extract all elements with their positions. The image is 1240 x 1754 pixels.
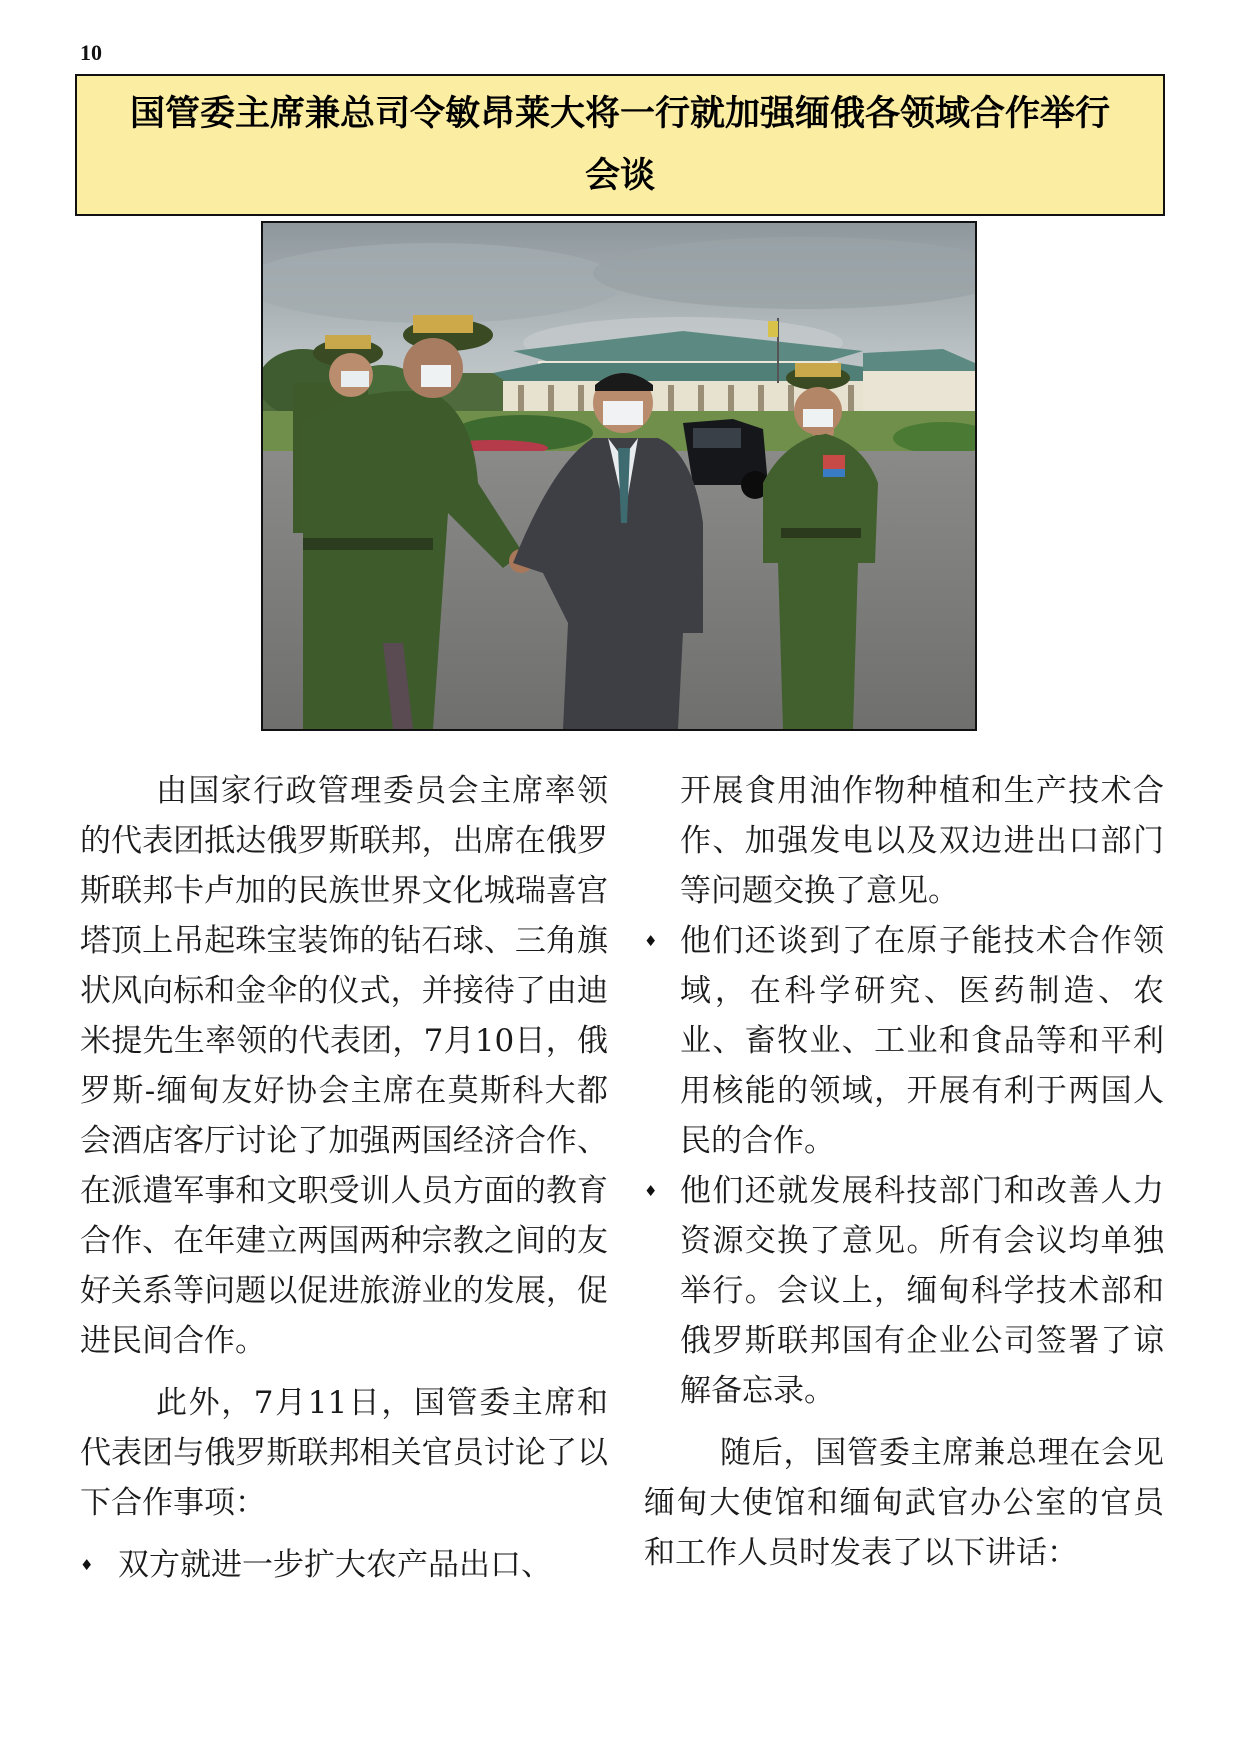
left-column: [80, 766, 608, 1590]
bullet-item-nuclear: [644, 916, 1164, 1166]
bullet-continuation: 开展食用油作物种植和生产技术合作、加强发电以及双边进出口部门等问题交换了意见。: [680, 773, 1164, 909]
bullet-diamond-icon: ♦: [644, 932, 658, 950]
headline-line-2: 会谈: [584, 156, 655, 196]
headline-line-1: 国管委主席兼总司令敏昂莱大将一行就加强缅俄各领域合作举行: [129, 94, 1110, 134]
photo-illustration: [263, 223, 975, 729]
right-column: [644, 766, 1164, 1590]
news-photo: [261, 221, 977, 731]
bullet-text: 双方就进一步扩大农产品出口、: [118, 1547, 552, 1583]
paragraph-speech: 随后，国管委主席兼总理在会见缅甸大使馆和缅甸武官办公室的官员和工作人员时发表了以下讲话：: [644, 1435, 1164, 1571]
headline: [130, 83, 1110, 207]
page-number: 10: [80, 40, 102, 65]
bullet-item-agriculture: [80, 1540, 608, 1590]
bullet-diamond-icon: ♦: [80, 1556, 94, 1574]
bullet-item-science: [644, 1166, 1164, 1416]
bullet-diamond-icon: ♦: [644, 1182, 658, 1200]
bullet-text: 他们还谈到了在原子能技术合作领域，在科学研究、医药制造、农业、畜牧业、工业和食品等和平利用核能的领域，开展有利于两国人民的合作。: [680, 923, 1164, 1159]
paragraph-delegation: 由国家行政管理委员会主席率领的代表团抵达俄罗斯联邦，出席在俄罗斯联邦卡卢加的民族世界文化城瑞喜宫塔顶上吊起珠宝装饰的钻石球、三角旗状风向标和金伞的仪式，并接待了由迪米提先生率领的代表团，7月10日，俄罗斯-缅甸友好协会主席在莫斯科大都会酒店客厅讨论了加强两国经济合作、在派遣军事和文职受训人员方面的教育合作、在年建立两国两种宗教之间的友好关系等问题以促进旅游业的发展，促进民间合作。: [80, 773, 608, 1359]
title-box: [75, 74, 1165, 216]
paragraph-july-11: 此外，7月11日，国管委主席和代表团与俄罗斯联邦相关官员讨论了以下合作事项：: [80, 1385, 608, 1521]
bullet-text: 他们还就发展科技部门和改善人力资源交换了意见。所有会议均单独举行。会议上，缅甸科学技术部和俄罗斯联邦国有企业公司签署了谅解备忘录。: [680, 1173, 1164, 1409]
